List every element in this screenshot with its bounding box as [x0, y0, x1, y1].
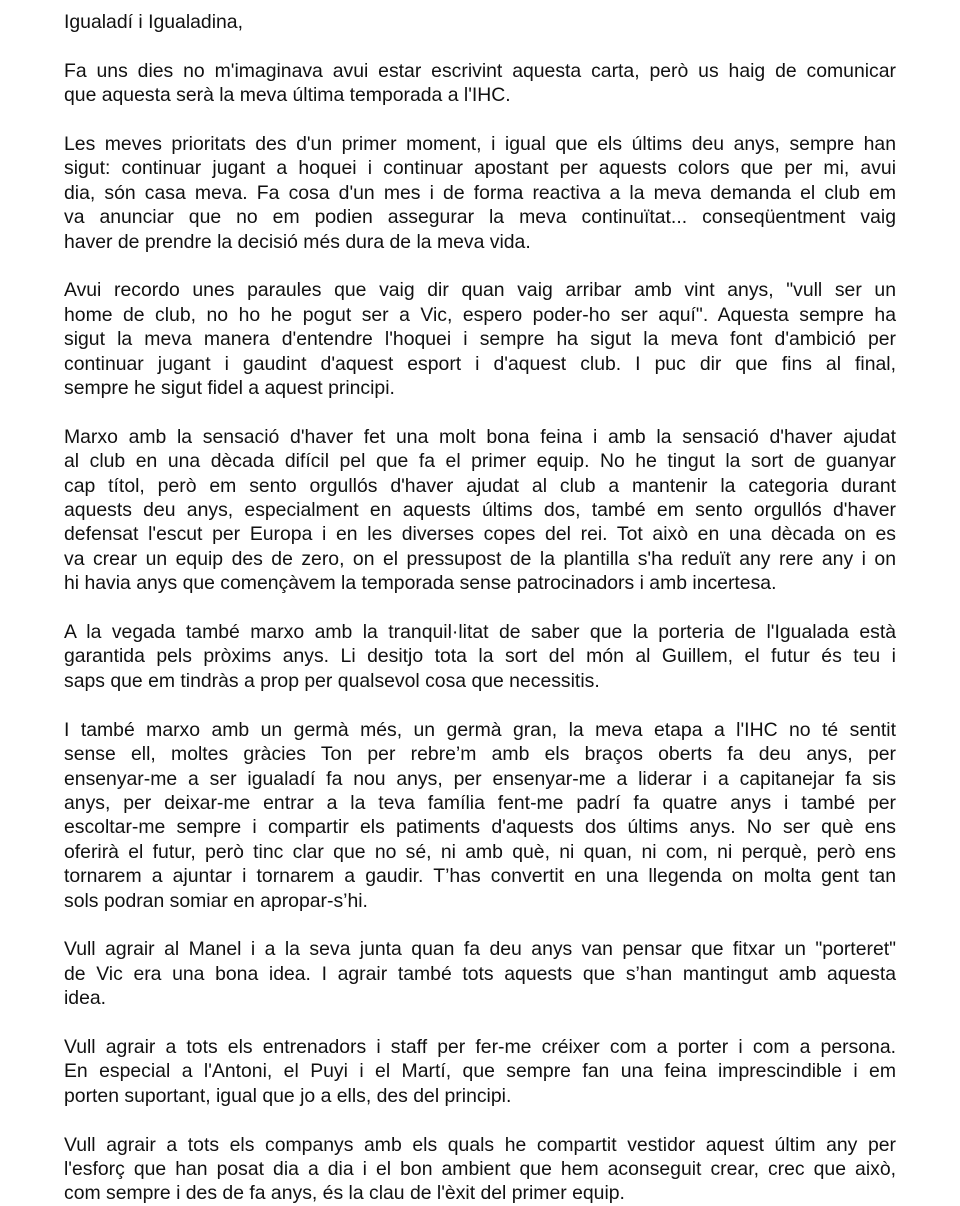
- text-line: sense ell, moltes gràcies Ton per rebre’m amb els braços oberts fa deu anys, per: [64, 743, 896, 766]
- text-line: de Vic era una bona idea. I agrair també tots aquests que s’han mantingut amb aquesta: [64, 962, 896, 985]
- text-line: I també marxo amb un germà més, un germà gran, la meva etapa a l'IHC no té sentit: [64, 718, 896, 741]
- text-line: home de club, no ho he pogut ser a Vic, espero poder-ho ser aquí". Aquesta sempre ha: [64, 303, 896, 326]
- letter-paragraph: [64, 132, 896, 254]
- text-line: defensat l'escut per Europa i en les diverses copes del rei. Tot això en una dècada on es: [64, 523, 896, 546]
- text-line: dia, són casa meva. Fa cosa d'un mes i de forma reactiva a la meva demanda el club em: [64, 181, 896, 204]
- text-line: Vull agrair al Manel i a la seva junta quan fa deu anys van pensar que fitxar un "porteret": [64, 938, 896, 961]
- letter-paragraph: [64, 1133, 896, 1206]
- text-line: hi havia anys que començàvem la temporada sense patrocinadors i amb incertesa.: [64, 572, 777, 595]
- text-line: oferirà el futur, però tinc clar que no sé, ni amb què, ni quan, ni com, ni perquè, però ens: [64, 840, 896, 863]
- text-line: escoltar-me sempre i compartir els patiments d'aquests dos últims anys. No ser què ens: [64, 816, 896, 839]
- text-line: continuar jugant i gaudint d'aquest esport i d'aquest club. I puc dir que fins al final,: [64, 352, 896, 375]
- letter-body: [64, 59, 896, 1206]
- text-line: Avui recordo unes paraules que vaig dir quan vaig arribar amb vint anys, "vull ser un: [64, 279, 896, 302]
- text-line: va crear un equip des de zero, on el pressupost de la plantilla s'ha reduït any rere any i on: [64, 547, 896, 570]
- text-line: sigut: continuar jugant a hoquei i continuar apostant per aquests colors que per mi, avui: [64, 157, 896, 180]
- text-line: aquests deu anys, especialment en aquests últims dos, també em sento orgullós d'haver: [64, 499, 896, 522]
- text-line: Igualadí i Igualadina,: [64, 11, 243, 33]
- text-line: que aquesta serà la meva última temporada a l'IHC.: [64, 84, 511, 107]
- letter-paragraph: [64, 1035, 896, 1108]
- text-line: Vull agrair a tots els entrenadors i staff per fer-me créixer com a porter i com a persona.: [64, 1035, 896, 1058]
- text-line: l'esforç que han posat dia a dia i el bon ambient que hem aconseguit crear, crec que això,: [64, 1157, 896, 1180]
- text-line: cap títol, però em sento orgullós d'haver ajudat al club a mantenir la categoria durant: [64, 474, 896, 497]
- text-line: garantida pels pròxims anys. Li desitjo tota la sort del món al Guillem, el futur és teu i: [64, 645, 896, 668]
- text-line: com sempre i des de fa anys, és la clau de l'èxit del primer equip.: [64, 1182, 625, 1205]
- letter-paragraph: [64, 425, 896, 596]
- text-line: Fa uns dies no m'imaginava avui estar escrivint aquesta carta, però us haig de comunicar: [64, 59, 896, 82]
- text-line: Marxo amb la sensació d'haver fet una molt bona feina i amb la sensació d'haver ajudat: [64, 425, 896, 448]
- text-line: sols podran somiar en apropar-s’hi.: [64, 889, 368, 912]
- text-line: haver de prendre la decisió més dura de la meva vida.: [64, 230, 531, 253]
- letter-paragraph: [64, 937, 896, 1010]
- text-line: sempre he sigut fidel a aquest principi.: [64, 377, 395, 400]
- letter-paragraph: [64, 278, 896, 400]
- text-line: porten suportant, igual que jo a ells, des del principi.: [64, 1084, 512, 1107]
- text-line: anys, per deixar-me entrar a la teva família fent-me padrí fa quatre anys i també per: [64, 791, 896, 814]
- letter-paragraph: [64, 59, 896, 108]
- letter-salutation: [64, 10, 896, 34]
- letter-paragraph: [64, 718, 896, 913]
- text-line: A la vegada també marxo amb la tranquil·litat de saber que la porteria de l'Igualada està: [64, 621, 896, 644]
- text-line: va anunciar que no em podien assegurar la meva continuïtat... conseqüentment vaig: [64, 206, 896, 229]
- text-line: ensenyar-me a ser igualadí fa nou anys, per ensenyar-me a liderar i a capitanejar fa sis: [64, 767, 896, 790]
- text-line: Vull agrair a tots els companys amb els quals he compartit vestidor aquest últim any per: [64, 1133, 896, 1156]
- text-line: Les meves prioritats des d'un primer moment, i igual que els últims deu anys, sempre han: [64, 133, 896, 155]
- text-line: saps que em tindràs a prop per qualsevol cosa que necessitis.: [64, 669, 600, 692]
- text-line: En especial a l'Antoni, el Puyi i el Martí, que sempre fan una feina imprescindible i em: [64, 1060, 896, 1083]
- letter-paragraph: [64, 620, 896, 693]
- text-line: idea.: [64, 987, 107, 1010]
- text-line: sigut la meva manera d'entendre l'hoquei i sempre ha sigut la meva font d'ambició per: [64, 328, 896, 351]
- text-line: tornarem a ajuntar i tornarem a gaudir. T’has convertit en una llegenda on molta gent tan: [64, 865, 896, 888]
- text-line: al club en una dècada difícil pel que fa el primer equip. No he tingut la sort de guanyar: [64, 450, 896, 473]
